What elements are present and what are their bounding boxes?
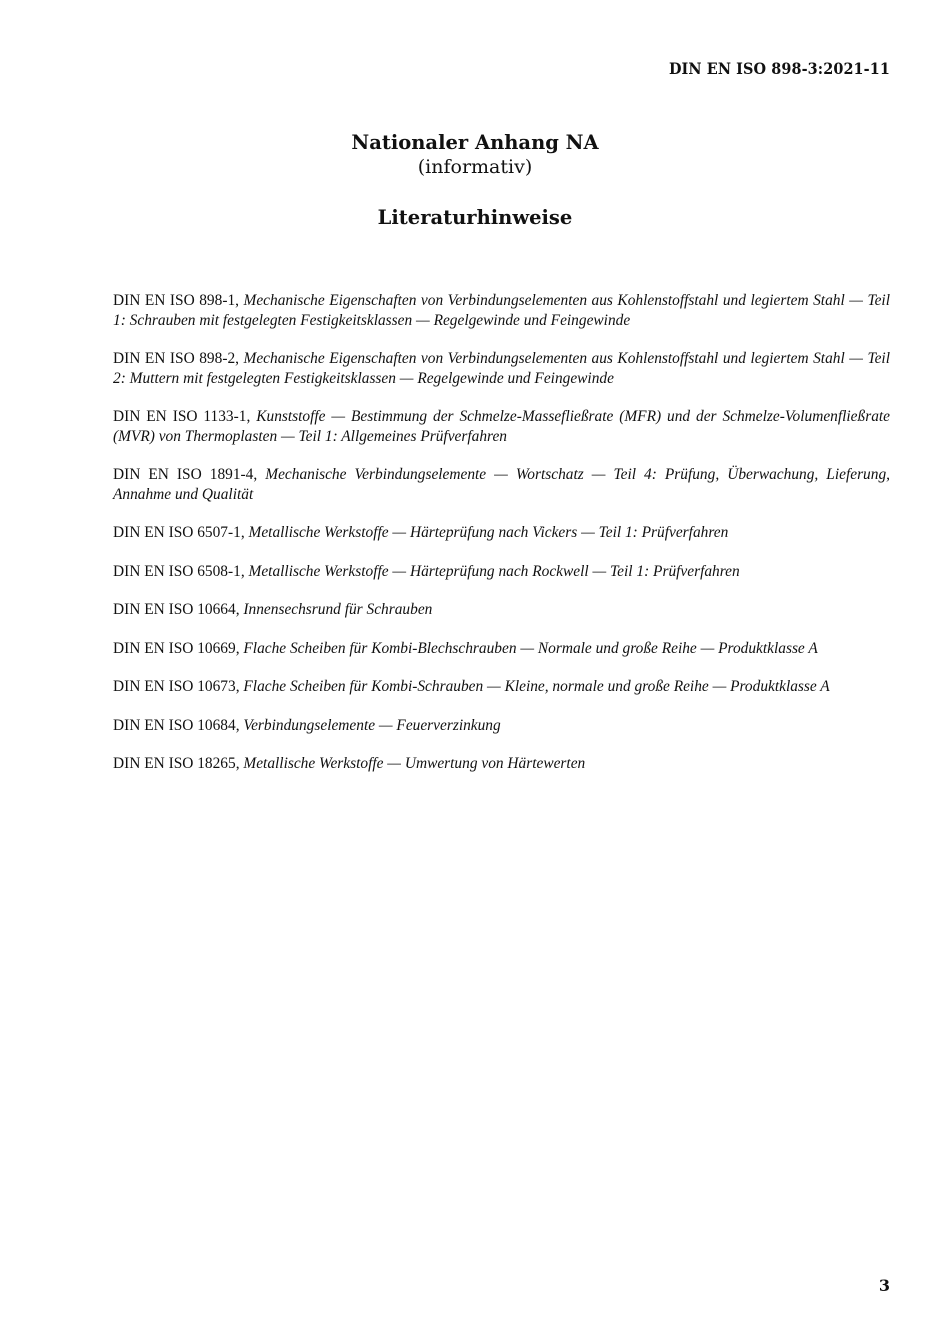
reference-id: DIN EN ISO 6508-1, <box>113 562 245 580</box>
reference-item <box>113 465 890 504</box>
reference-item <box>113 716 890 736</box>
page-number: 3 <box>878 1276 890 1295</box>
annex-heading <box>0 131 950 179</box>
reference-list <box>113 291 890 793</box>
reference-id: DIN EN ISO 1133-1, <box>113 408 251 425</box>
reference-title: Metallische Werkstoffe — Härteprüfung nach Rockwell — Teil 1: Prüfverfahren <box>248 562 740 580</box>
reference-title: Metallische Werkstoffe — Härteprüfung nach Vickers — Teil 1: Prüfverfahren <box>248 524 729 541</box>
reference-id: DIN EN ISO 898-2, <box>113 350 239 367</box>
reference-title: Mechanische Verbindungselemente — Wortschatz — Teil 4: Prüfung, Überwachung, Lieferung, Annahme und Qualität <box>113 466 890 503</box>
reference-item <box>113 349 890 388</box>
reference-title: Verbindungselemente — Feuerverzinkung <box>243 716 501 734</box>
section-title: Literaturhinweise <box>377 206 573 229</box>
reference-item <box>113 407 890 446</box>
reference-item <box>113 677 890 697</box>
reference-id: DIN EN ISO 10684, <box>113 716 240 734</box>
reference-title: Mechanische Eigenschaften von Verbindungselementen aus Kohlenstoffstahl und legiertem Stahl — Teil 2: Muttern mit festgelegten Festigkeitsklassen — Regelgewinde und Feingewinde <box>113 350 890 387</box>
reference-title: Kunststoffe — Bestimmung der Schmelze-Massefließrate (MFR) und der Schmelze-Volumenfließrate (MVR) von Thermoplasten — Teil 1: Allgemeines Prüfverfahren <box>113 408 890 445</box>
reference-item <box>113 754 890 774</box>
reference-id: DIN EN ISO 10664, <box>113 601 240 618</box>
reference-title: Mechanische Eigenschaften von Verbindungselementen aus Kohlenstoffstahl und legiertem Stahl — Teil 1: Schrauben mit festgelegten Festigkeitsklassen — Regelgewinde und Feingewinde <box>113 292 890 329</box>
reference-item <box>113 639 890 659</box>
reference-title: Innensechsrund für Schrauben <box>243 601 433 618</box>
reference-id: DIN EN ISO 10669, <box>113 639 240 657</box>
reference-item <box>113 291 890 330</box>
reference-id: DIN EN ISO 6507-1, <box>113 524 245 541</box>
reference-title: Flache Scheiben für Kombi-Blechschrauben — Normale und große Reihe — Produktklasse A <box>243 639 818 657</box>
annex-subtitle: (informativ) <box>417 156 533 178</box>
reference-id: DIN EN ISO 10673, <box>113 678 240 695</box>
reference-title: Flache Scheiben für Kombi-Schrauben — Kleine, normale und große Reihe — Produktklasse A <box>243 678 830 695</box>
reference-item <box>113 600 890 620</box>
document-id: DIN EN ISO 898-3:2021-11 <box>668 59 890 78</box>
annex-title: Nationaler Anhang NA <box>351 131 599 154</box>
reference-id: DIN EN ISO 898-1, <box>113 292 239 309</box>
reference-item <box>113 523 890 543</box>
reference-id: DIN EN ISO 1891-4, <box>113 466 258 483</box>
reference-id: DIN EN ISO 18265, <box>113 755 240 772</box>
reference-title: Metallische Werkstoffe — Umwertung von Härtewerten <box>243 755 586 772</box>
reference-item <box>113 562 890 582</box>
